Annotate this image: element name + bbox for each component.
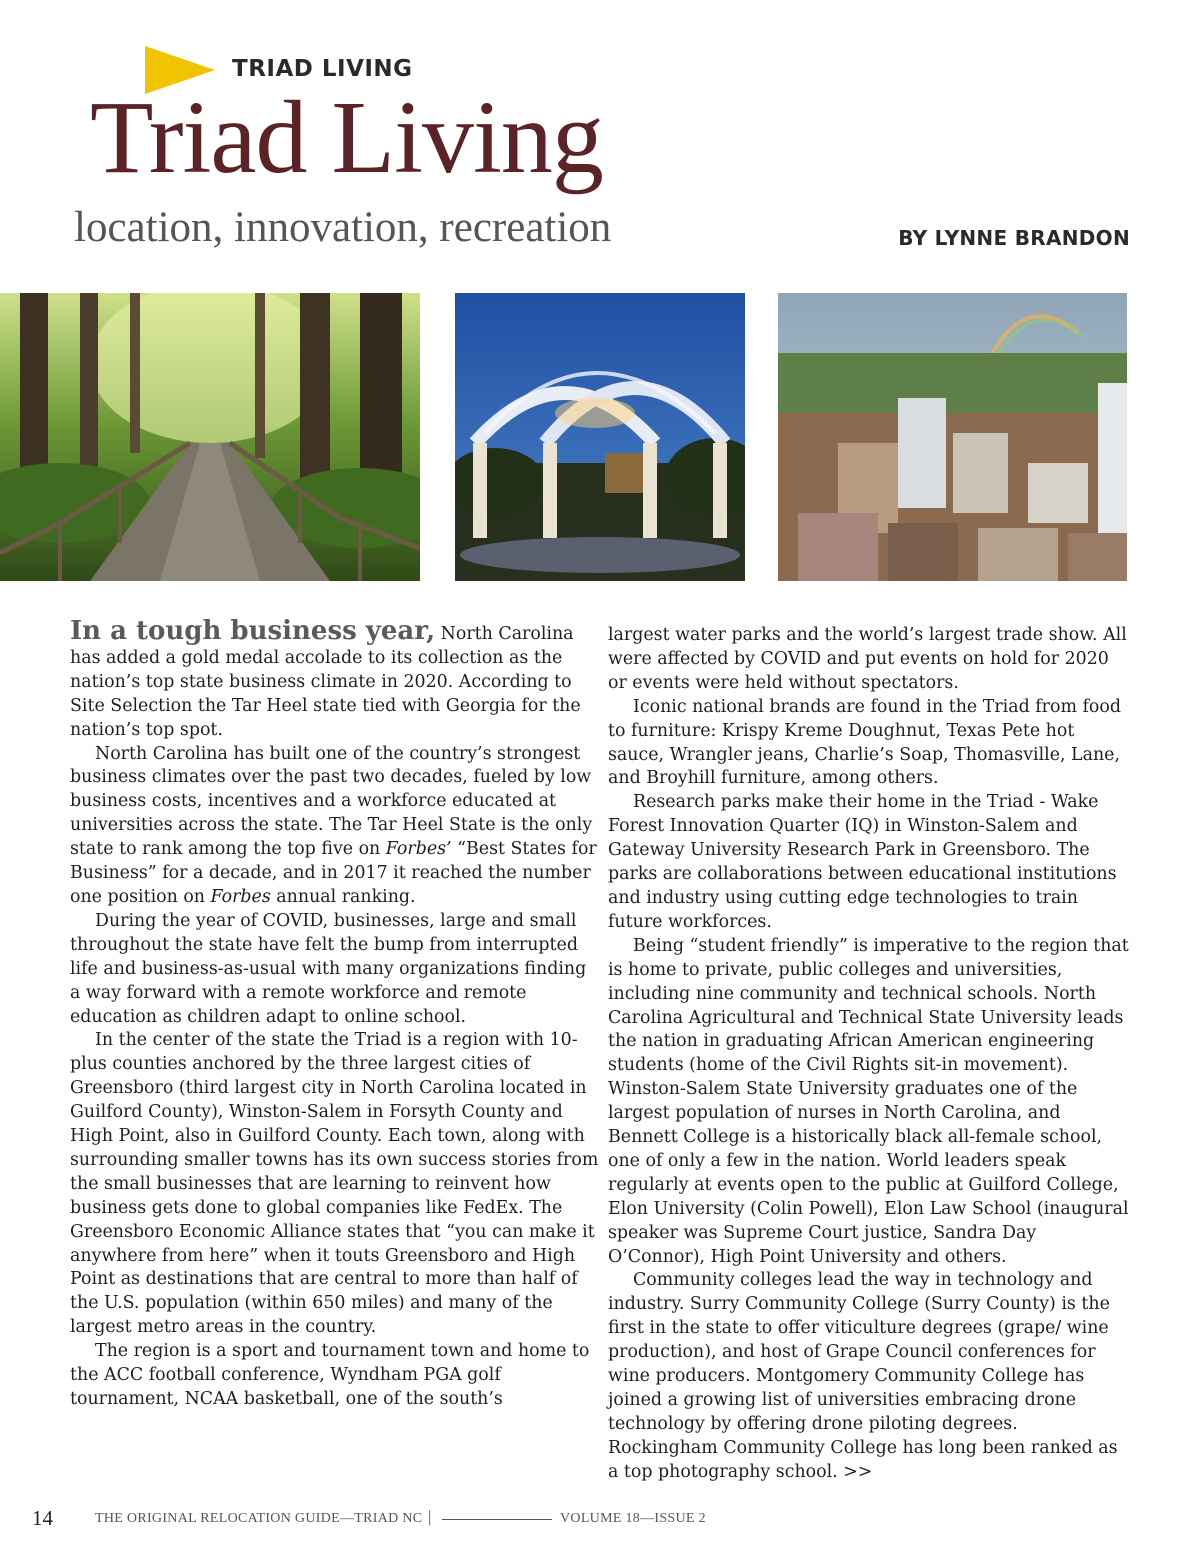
city-aerial-photo (778, 293, 1127, 581)
article-paragraph: Research parks make their home in the Triad - Wake Forest Innovation Quarter (IQ) in Winston-Salem and Gateway University Research Park in Greensboro. The parks are collaborations between educational institutions and industry using cutting edge technologies to train future workforces. (608, 792, 1117, 932)
page-footer (0, 1506, 1200, 1536)
page-title: Triad Living (90, 80, 603, 195)
article-lead: In a tough business year, (70, 616, 436, 646)
page-subtitle: location, innovation, recreation (74, 204, 612, 251)
page-number: 14 (32, 1506, 53, 1530)
forest-boardwalk-photo (0, 293, 420, 581)
section-label: TRIAD LIVING (232, 56, 413, 82)
article-paragraph: North Carolina has built one of the country’s strongest business climates over the past two decades, fueled by low business costs, incentives and a workforce educated at universities across the state. The Tar Heel State is the only state to rank among the top five on Forbes’ “Best States for Business” for a decade, and in 2017 it reached the number one position on Forbes annual ranking. (70, 743, 597, 907)
article-column-right (608, 624, 1133, 1485)
issue-label: VOLUME 18—ISSUE 2 (560, 1511, 706, 1526)
footer-rule (442, 1519, 552, 1520)
article-paragraph: The region is a sport and tournament town and home to the ACC football conference, Wyndham PGA golf tournament, NCAA basketball, one of the south’s (70, 1341, 590, 1409)
article-paragraph: Being “student friendly” is imperative to the region that is home to private, public colleges and universities, including nine community and technical schools. North Carolina Agricultural and Technical State University leads the nation in graduating African American engineering students (home of the Civil Rights sit-in movement). Winston-Salem State University graduates one of the largest population of nurses in North Carolina, and Bennett College is a historically black all-female school, one of only a few in the nation. World leaders speak regularly at events open to the public at Guilford College, Elon University (Colin Powell), Elon Law School (inaugural speaker was Supreme Court justice, Sandra Day O’Connor), High Point University and others. (608, 935, 1129, 1267)
illuminated-archway-photo (455, 293, 745, 581)
article-column-left (70, 616, 600, 1412)
article-paragraph: In a tough business year, North Carolina has added a gold medal accolade to its collection as the nation’s top state business climate in 2020. According to Site Selection the Tar Heel state tied with Georgia for the nation’s top spot. (70, 616, 581, 740)
article-paragraph: In the center of the state the Triad is a region with 10-plus counties anchored by the three largest cities of Greensboro (third largest city in North Carolina located in Guilford County), Winston-Salem in Forsyth County and High Point, also in Guilford County. Each town, along with surrounding smaller towns has its own success stories from the small businesses that are learning to reinvent how business gets done to global companies like FedEx. The Greensboro Economic Alliance states that “you can make it anywhere from here” when it touts Greensboro and High Point as destinations that are central to more than half of the U.S. population (within 650 miles) and many of the largest metro areas in the country. (70, 1030, 599, 1338)
article-paragraph: Community colleges lead the way in technology and industry. Surry Community College (Surry County) is the first in the state to offer viticulture degrees (grape/ wine production), and host of Grape Council conferences for wine producers. Montgomery Community College has joined a growing list of universities embracing drone technology by offering drone piloting degrees. Rockingham Community College has long been ranked as a top photography school. >> (608, 1270, 1118, 1482)
footer-separator: | (428, 1507, 432, 1526)
article-paragraph: largest water parks and the world’s largest trade show. All were affected by COVID and put events on hold for 2020 or events were held without spectators. (608, 625, 1127, 693)
byline: BY LYNNE BRANDON (898, 226, 1130, 250)
publication-name: THE ORIGINAL RELOCATION GUIDE—TRIAD NC (95, 1511, 423, 1526)
article-paragraph: During the year of COVID, businesses, large and small throughout the state have felt the bump from interrupted life and business-as-usual with many organizations finding a way forward with a remote workforce and remote education as children adapt to online school. (70, 910, 587, 1027)
article-paragraph: Iconic national brands are found in the Triad from food to furniture: Krispy Kreme Doughnut, Texas Pete hot sauce, Wrangler jeans, Charlie’s Soap, Thomasville, Lane, and Broyhill furniture, among others. (608, 696, 1121, 789)
